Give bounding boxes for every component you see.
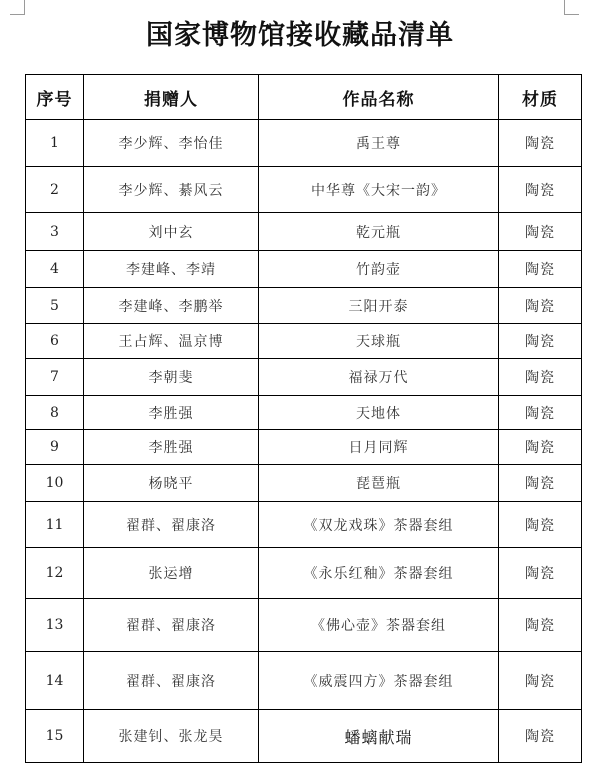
cell-material: 陶瓷 — [499, 167, 582, 213]
cell-serial-number: 9 — [26, 430, 84, 465]
cell-material: 陶瓷 — [499, 213, 582, 251]
cell-serial-number: 5 — [26, 288, 84, 324]
table-row — [26, 288, 582, 324]
cell-serial-number: 8 — [26, 396, 84, 430]
table-row — [26, 710, 582, 763]
cell-donor: 李建峰、李鹏举 — [84, 288, 259, 324]
table-row — [26, 396, 582, 430]
cell-donor: 李少辉、李怡佳 — [84, 120, 259, 167]
cell-serial-number: 13 — [26, 599, 84, 652]
cell-donor: 李胜强 — [84, 430, 259, 465]
cell-work-name: 乾元瓶 — [259, 213, 499, 251]
cell-material: 陶瓷 — [499, 288, 582, 324]
document-title: 国家博物馆接收藏品清单 — [146, 20, 454, 51]
table-row — [26, 251, 582, 288]
header-serial-number: 序号 — [26, 75, 84, 120]
cell-work-name: 天球瓶 — [259, 324, 499, 359]
cell-donor: 李胜强 — [84, 396, 259, 430]
cell-work-name: 日月同辉 — [259, 430, 499, 465]
cell-work-name: 中华尊《大宋一韵》 — [259, 167, 499, 213]
table-row — [26, 213, 582, 251]
cell-material: 陶瓷 — [499, 324, 582, 359]
cell-donor: 翟群、翟康洛 — [84, 502, 259, 548]
cell-material: 陶瓷 — [499, 710, 582, 763]
cell-serial-number: 12 — [26, 548, 84, 599]
page-corner-mark-left — [10, 0, 25, 15]
table-row — [26, 430, 582, 465]
cell-serial-number: 3 — [26, 213, 84, 251]
header-donor: 捐赠人 — [84, 75, 259, 120]
cell-donor: 李少辉、綦风云 — [84, 167, 259, 213]
table-header-row — [26, 75, 582, 120]
table-row — [26, 324, 582, 359]
table-row — [26, 652, 582, 710]
cell-work-name: 竹韵壶 — [259, 251, 499, 288]
cell-work-name: 天地体 — [259, 396, 499, 430]
cell-work-name: 蟠螭献瑞 — [259, 710, 499, 763]
page-corner-mark-right — [564, 0, 579, 15]
cell-material: 陶瓷 — [499, 430, 582, 465]
header-work-name: 作品名称 — [259, 75, 499, 120]
table-row — [26, 548, 582, 599]
cell-work-name: 福禄万代 — [259, 359, 499, 396]
cell-material: 陶瓷 — [499, 502, 582, 548]
cell-work-name: 三阳开泰 — [259, 288, 499, 324]
cell-serial-number: 2 — [26, 167, 84, 213]
cell-material: 陶瓷 — [499, 652, 582, 710]
cell-serial-number: 6 — [26, 324, 84, 359]
cell-serial-number: 7 — [26, 359, 84, 396]
cell-work-name: 《永乐红釉》茶器套组 — [259, 548, 499, 599]
collection-table — [25, 74, 582, 763]
table-row — [26, 120, 582, 167]
table-row — [26, 599, 582, 652]
table-row — [26, 167, 582, 213]
cell-serial-number: 4 — [26, 251, 84, 288]
cell-donor: 李建峰、李靖 — [84, 251, 259, 288]
cell-donor: 翟群、翟康洛 — [84, 652, 259, 710]
cell-work-name: 《佛心壶》茶器套组 — [259, 599, 499, 652]
cell-work-name: 《威震四方》茶器套组 — [259, 652, 499, 710]
cell-serial-number: 1 — [26, 120, 84, 167]
cell-material: 陶瓷 — [499, 396, 582, 430]
cell-donor: 李朝斐 — [84, 359, 259, 396]
cell-donor: 刘中玄 — [84, 213, 259, 251]
cell-serial-number: 15 — [26, 710, 84, 763]
cell-work-name: 禹王尊 — [259, 120, 499, 167]
cell-material: 陶瓷 — [499, 465, 582, 502]
cell-donor: 翟群、翟康洛 — [84, 599, 259, 652]
cell-work-name: 《双龙戏珠》茶器套组 — [259, 502, 499, 548]
cell-serial-number: 10 — [26, 465, 84, 502]
cell-material: 陶瓷 — [499, 251, 582, 288]
table-row — [26, 502, 582, 548]
cell-material: 陶瓷 — [499, 120, 582, 167]
cell-serial-number: 14 — [26, 652, 84, 710]
cell-material: 陶瓷 — [499, 599, 582, 652]
cell-donor: 王占辉、温京博 — [84, 324, 259, 359]
cell-donor: 张建钊、张龙昊 — [84, 710, 259, 763]
cell-serial-number: 11 — [26, 502, 84, 548]
table-row — [26, 465, 582, 502]
cell-work-name: 琵琶瓶 — [259, 465, 499, 502]
cell-donor: 张运增 — [84, 548, 259, 599]
table-row — [26, 359, 582, 396]
cell-material: 陶瓷 — [499, 359, 582, 396]
cell-material: 陶瓷 — [499, 548, 582, 599]
header-material: 材质 — [499, 75, 582, 120]
cell-donor: 杨晓平 — [84, 465, 259, 502]
